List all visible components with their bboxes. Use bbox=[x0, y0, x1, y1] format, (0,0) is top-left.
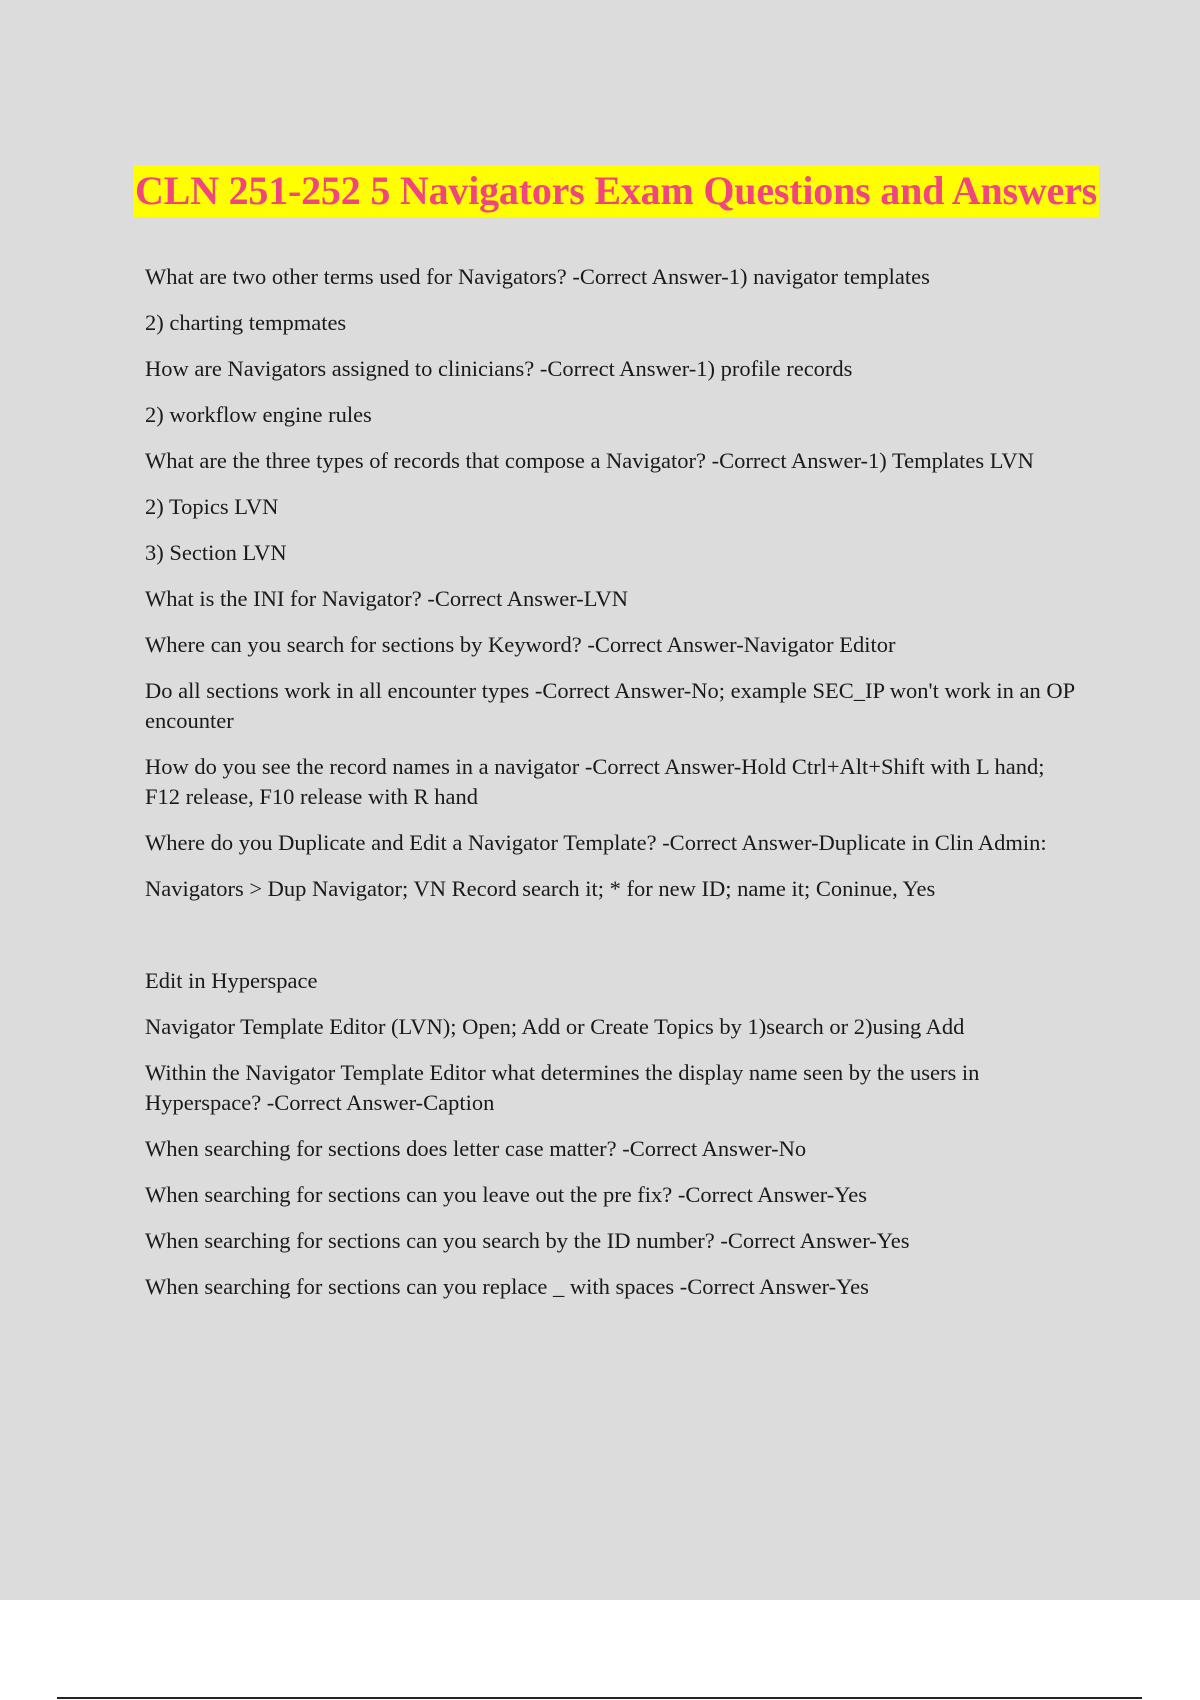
paragraph: Do all sections work in all encounter types -Correct Answer-No; example SEC_IP won't work in an OP encounter bbox=[145, 678, 1075, 733]
document-body bbox=[145, 262, 1085, 1318]
paragraph: When searching for sections can you replace _ with spaces -Correct Answer-Yes bbox=[145, 1274, 869, 1299]
document-title: CLN 251-252 5 Navigators Exam Questions and Answers bbox=[133, 165, 1099, 217]
paragraph: Where do you Duplicate and Edit a Navigator Template? -Correct Answer-Duplicate in Clin Admin: bbox=[145, 830, 1047, 855]
title-container bbox=[0, 165, 1200, 217]
paragraph: How are Navigators assigned to clinicians? -Correct Answer-1) profile records bbox=[145, 356, 853, 381]
paragraph: When searching for sections can you leave out the pre fix? -Correct Answer-Yes bbox=[145, 1182, 868, 1207]
footer-divider bbox=[57, 1697, 1142, 1699]
paragraph: 2) charting tempmates bbox=[145, 310, 347, 335]
paragraph: 2) workflow engine rules bbox=[145, 402, 372, 427]
paragraph: Edit in Hyperspace bbox=[145, 968, 318, 993]
paragraph: How do you see the record names in a navigator -Correct Answer-Hold Ctrl+Alt+Shift with L hand; F12 release, F10 release with R hand bbox=[145, 754, 1045, 809]
paragraph: What are the three types of records that compose a Navigator? -Correct Answer-1) Templates LVN bbox=[145, 448, 1034, 473]
paragraph: Navigators > Dup Navigator; VN Record search it; * for new ID; name it; Coninue, Yes bbox=[145, 876, 936, 901]
paragraph: What is the INI for Navigator? -Correct Answer-LVN bbox=[145, 586, 628, 611]
paragraph: What are two other terms used for Navigators? -Correct Answer-1) navigator templates bbox=[145, 264, 930, 289]
paragraph: Navigator Template Editor (LVN); Open; Add or Create Topics by 1)search or 2)using Add bbox=[145, 1014, 965, 1039]
paragraph: 3) Section LVN bbox=[145, 540, 287, 565]
paragraph: When searching for sections can you search by the ID number? -Correct Answer-Yes bbox=[145, 1228, 910, 1253]
paragraph: 2) Topics LVN bbox=[145, 494, 279, 519]
paragraph: Within the Navigator Template Editor what determines the display name seen by the users in Hyperspace? -Correct Answer-Caption bbox=[145, 1060, 980, 1115]
paragraph: Where can you search for sections by Keyword? -Correct Answer-Navigator Editor bbox=[145, 632, 896, 657]
paragraph: When searching for sections does letter case matter? -Correct Answer-No bbox=[145, 1136, 807, 1161]
